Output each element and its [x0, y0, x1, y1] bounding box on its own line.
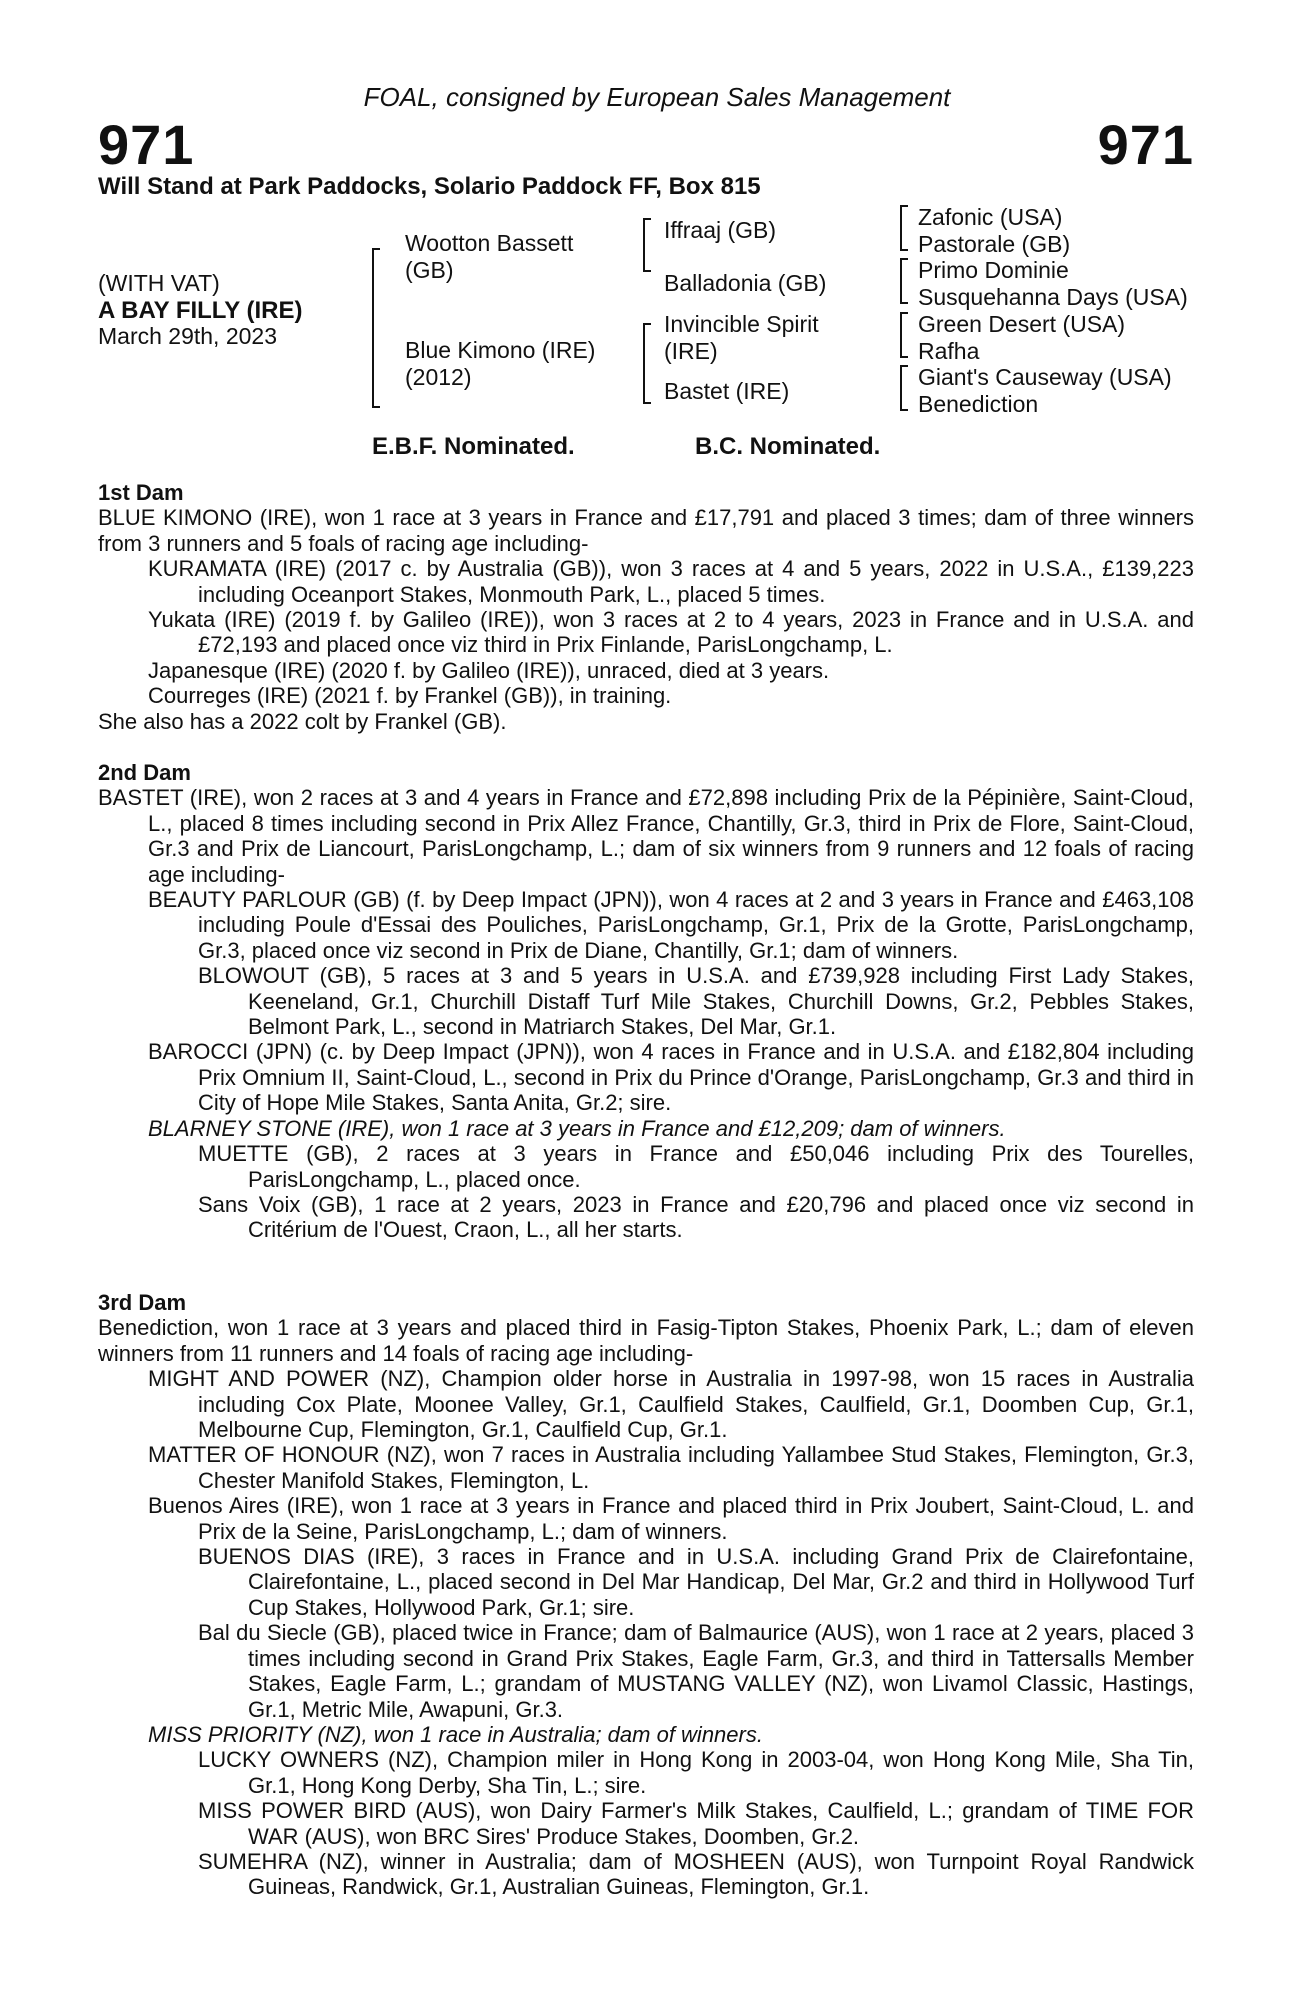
pedigree-bracket-sire: [643, 218, 651, 272]
produce-entry: BEAUTY PARLOUR (GB) (f. by Deep Impact (JPN)), won 4 races at 2 and 3 years in France and £463,108 including Poule d'Essai des Pouliches, ParisLongchamp, Gr.1, Prix de la Grotte, ParisLongchamp, Gr.3, placed once viz second in Prix de Diane, Chantilly, Gr.1; dam of winners.: [148, 887, 1194, 963]
pedigree-g3-3: Primo Dominie: [918, 257, 1069, 283]
pedigree-g3-8: Benediction: [918, 391, 1039, 417]
produce-entry: KURAMATA (IRE) (2017 c. by Australia (GB)), won 3 races at 4 and 5 years, 2022 in U.S.A., £139,223 including Oceanport Stakes, Monmouth Park, L., placed 5 times.: [148, 556, 1194, 607]
ebf-nomination: E.B.F. Nominated.: [372, 433, 575, 460]
pedigree-sire: Wootton Bassett (GB): [405, 230, 574, 283]
pedigree-g3-7: Giant's Causeway (USA): [918, 364, 1172, 390]
pedigree-g3-4: Susquehanna Days (USA): [918, 284, 1188, 310]
produce-entry: MIGHT AND POWER (NZ), Champion older horse in Australia in 1997-98, won 15 races in Australia including Cox Plate, Moonee Valley, Gr.1, Caulfield Stakes, Caulfield, Gr.1, Doomben Cup, Gr.1, Melbourne Cup, Flemington, Gr.1, Caulfield Cup, Gr.1.: [148, 1366, 1194, 1443]
pedigree-g3-6: Rafha: [918, 338, 980, 364]
second-dam-section: [98, 760, 1194, 1243]
foaling-date: March 29th, 2023: [98, 323, 278, 349]
pedigree-g3-2: Pastorale (GB): [918, 231, 1071, 257]
stand-location: Will Stand at Park Paddocks, Solario Paddock FF, Box 815: [98, 173, 761, 200]
produce-entry: MATTER OF HONOUR (NZ), won 7 races in Australia including Yallambee Stud Stakes, Flemington, Gr.3, Chester Manifold Stakes, Flemington, L.: [148, 1442, 1194, 1493]
produce-entry: BLARNEY STONE (IRE), won 1 race at 3 years in France and £12,209; dam of winners.: [148, 1115, 1006, 1141]
produce-entry: MISS PRIORITY (NZ), won 1 race in Australia; dam of winners.: [148, 1721, 763, 1747]
produce-entry: Buenos Aires (IRE), won 1 race at 3 years in France and placed third in Prix Joubert, Saint-Cloud, L. and Prix de la Seine, ParisLongchamp, L.; dam of winners.: [148, 1493, 1194, 1544]
vat-note: (WITH VAT): [98, 270, 220, 296]
pedigree-g3-5: Green Desert (USA): [918, 311, 1126, 337]
pedigree-bracket-g4: [900, 365, 908, 411]
pedigree-dam-dam: Bastet (IRE): [664, 378, 790, 404]
third-dam-entry: Benediction, won 1 race at 3 years and placed third in Fasig-Tipton Stakes, Phoenix Park, L.; dam of eleven winners from 11 runners and 14 foals of racing age including-: [98, 1315, 1194, 1366]
pedigree-dam-sire: Invincible Spirit (IRE): [664, 311, 819, 364]
second-dam-heading: 2nd Dam: [98, 760, 191, 785]
second-dam-entry: BASTET (IRE), won 2 races at 3 and 4 years in France and £72,898 including Prix de la Pépinière, Saint-Cloud, L., placed 8 times including second in Prix Allez France, Chantilly, Gr.3, third in Prix de Flore, Saint-Cloud, Gr.3 and Prix de Liancourt, ParisLongchamp, L.; dam of six winners from 9 runners and 12 foals of racing age including-: [98, 785, 1194, 887]
third-dam-section: [98, 1290, 1194, 1900]
lot-number-left: 971: [98, 113, 195, 176]
third-dam-heading: 3rd Dam: [98, 1290, 187, 1315]
pedigree-bracket-dam: [643, 323, 651, 404]
first-dam-heading: 1st Dam: [98, 480, 184, 505]
first-dam-section: [98, 480, 1194, 734]
grand-produce-entry: BLOWOUT (GB), 5 races at 3 and 5 years in U.S.A. and £739,928 including First Lady Stakes, Keeneland, Gr.1, Churchill Distaff Turf Mile Stakes, Churchill Downs, Gr.2, Pebbles Stakes, Belmont Park, L., second in Matriarch Stakes, Del Mar, Gr.1.: [198, 963, 1194, 1040]
grand-produce-entry: MUETTE (GB), 2 races at 3 years in France and £50,046 including Prix des Tourelles, ParisLongchamp, L., placed once.: [198, 1141, 1194, 1192]
pedigree-bracket-g1: [900, 205, 908, 251]
grand-produce-entry: MISS POWER BIRD (AUS), won Dairy Farmer's Milk Stakes, Caulfield, L.; grandam of TIME FOR WAR (AUS), won BRC Sires' Produce Stakes, Doomben, Gr.2.: [198, 1798, 1194, 1849]
produce-entry: Courreges (IRE) (2021 f. by Frankel (GB)), in training.: [148, 683, 672, 709]
grand-produce-entry: SUMEHRA (NZ), winner in Australia; dam of MOSHEEN (AUS), won Turnpoint Royal Randwick Guineas, Randwick, Gr.1, Australian Guineas, Flemington, Gr.1.: [198, 1848, 1194, 1900]
pedigree-dam: Blue Kimono (IRE) (2012): [405, 337, 596, 390]
grand-produce-entry: Sans Voix (GB), 1 race at 2 years, 2023 in France and £20,796 and placed once viz second in Critérium de l'Ouest, Craon, L., all her starts.: [198, 1191, 1194, 1243]
grand-produce-entry: Bal du Siecle (GB), placed twice in France; dam of Balmaurice (AUS), won 1 race at 2 years, placed 3 times including second in Grand Prix Stakes, Eagle Farm, Gr.3, and third in Tattersalls Member Stakes, Eagle Farm, L.; grandam of MUSTANG VALLEY (NZ), won Livamol Classic, Hastings, Gr.1, Metric Mile, Awapuni, Gr.3.: [198, 1620, 1194, 1722]
pedigree-bracket-g2: [900, 258, 908, 304]
first-dam-entry: BLUE KIMONO (IRE), won 1 race at 3 years in France and £17,791 and placed 3 times; dam of three winners from 3 runners and 5 foals of racing age including-: [98, 505, 1194, 556]
produce-entry: Japanesque (IRE) (2020 f. by Galileo (IRE)), unraced, died at 3 years.: [148, 657, 830, 683]
pedigree-sire-sire: Iffraaj (GB): [664, 217, 777, 243]
consignor-line: FOAL, consigned by European Sales Management: [363, 82, 951, 112]
bc-nomination: B.C. Nominated.: [695, 433, 881, 460]
produce-note: She also has a 2022 colt by Frankel (GB).: [98, 708, 507, 734]
grand-produce-entry: LUCKY OWNERS (NZ), Champion miler in Hong Kong in 2003-04, won Hong Kong Mile, Sha Tin, Gr.1, Hong Kong Derby, Sha Tin, L.; sire.: [198, 1747, 1194, 1798]
produce-entry: Yukata (IRE) (2019 f. by Galileo (IRE)), won 3 races at 2 to 4 years, 2023 in France and in U.S.A. and £72,193 and placed once viz third in Prix Finlande, ParisLongchamp, L.: [148, 607, 1194, 658]
horse-name: A BAY FILLY (IRE): [98, 297, 303, 324]
lot-number-right: 971: [1097, 113, 1194, 176]
pedigree-g3-1: Zafonic (USA): [918, 204, 1063, 230]
pedigree-bracket-g3: [900, 312, 908, 358]
grand-produce-entry: BUENOS DIAS (IRE), 3 races in France and in U.S.A. including Grand Prix de Clairefontaine, Clairefontaine, L., placed second in Del Mar Handicap, Del Mar, Gr.2 and third in Hollywood Turf Cup Stakes, Hollywood Park, Gr.1; sire.: [198, 1544, 1194, 1620]
pedigree-sire-dam: Balladonia (GB): [664, 270, 827, 296]
produce-entry: BAROCCI (JPN) (c. by Deep Impact (JPN)), won 4 races in France and in U.S.A. and £182,804 including Prix Omnium II, Saint-Cloud, L., second in Prix du Prince d'Orange, ParisLongchamp, Gr.3 and third in City of Hope Mile Stakes, Santa Anita, Gr.2; sire.: [148, 1039, 1194, 1116]
pedigree-bracket-main: [372, 248, 380, 408]
